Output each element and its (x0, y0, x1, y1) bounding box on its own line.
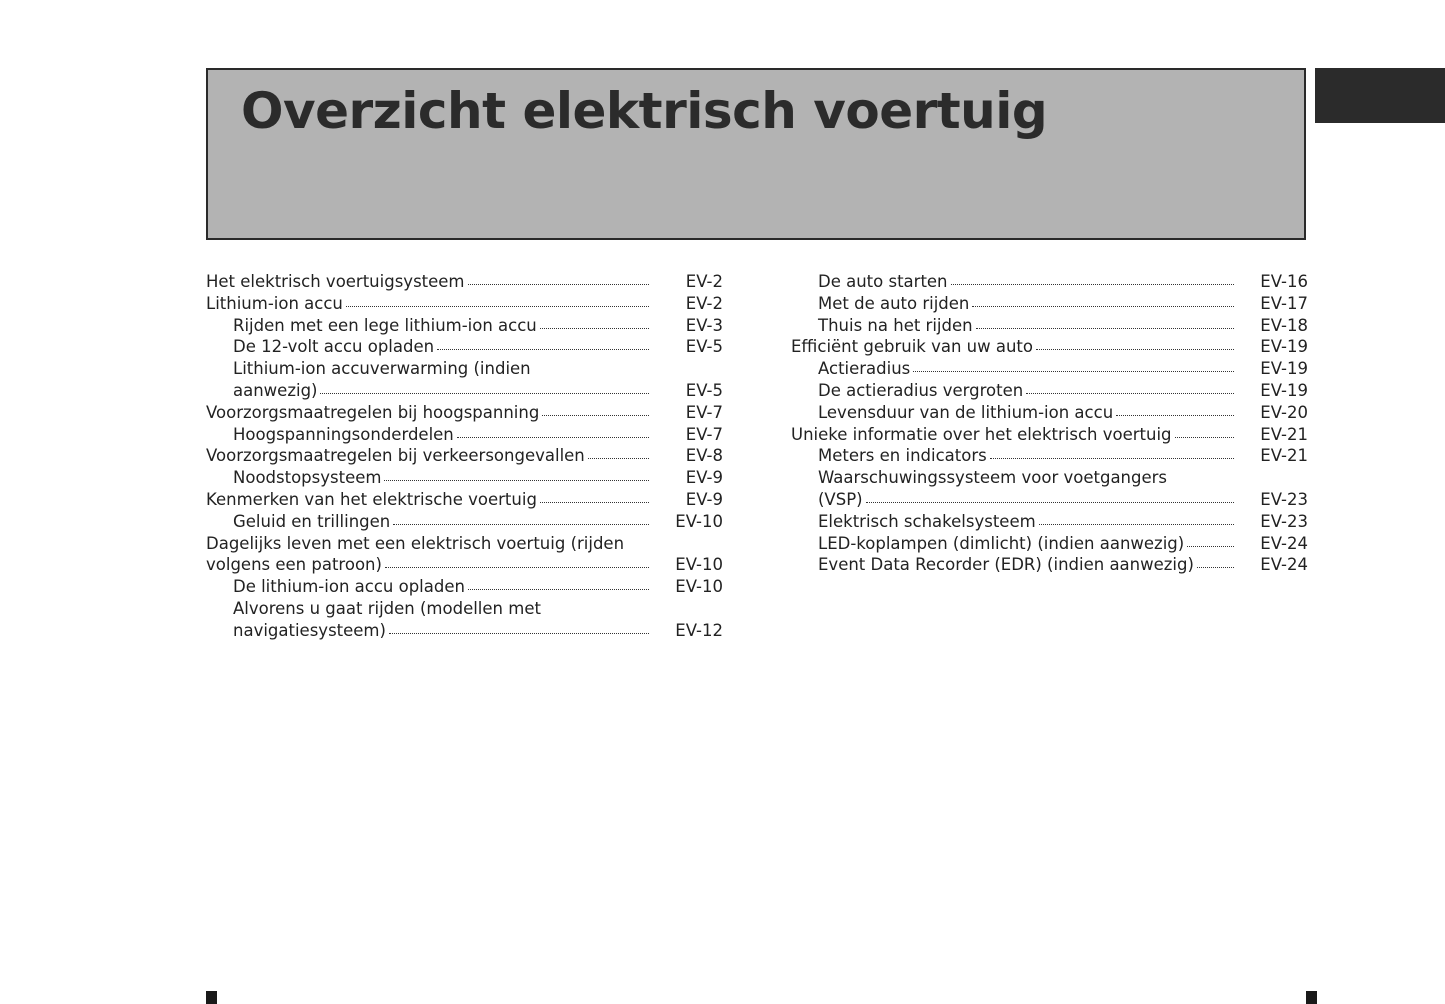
toc-entry-page: EV-21 (1260, 424, 1308, 444)
toc-entry-page: EV-19 (1260, 380, 1308, 400)
crop-mark-left (206, 991, 217, 1004)
toc-entry[interactable] (791, 554, 1308, 576)
toc-entry[interactable] (206, 315, 723, 337)
toc-dot-leader (468, 284, 649, 285)
toc-entry-title-line1: Alvorens u gaat rijden (modellen met (233, 598, 541, 618)
toc-entry-title: Rijden met een lege lithium-ion accu (233, 315, 537, 335)
toc-dot-leader (393, 524, 649, 525)
toc-entry-page: EV-10 (675, 555, 723, 575)
toc-entry-page: EV-17 (1260, 293, 1308, 313)
toc-entry-title: Noodstopsysteem (233, 468, 382, 488)
toc-dot-leader (866, 502, 1234, 503)
toc-entry-title: Thuis na het rijden (818, 315, 973, 335)
toc-entry-title-line1: Waarschuwingssysteem voor voetgangers (818, 468, 1168, 488)
toc-entry-title: De 12-volt accu opladen (233, 337, 435, 357)
toc-dot-leader (389, 633, 649, 634)
toc-entry-title: aanwezig) (233, 380, 318, 400)
toc-dot-leader (540, 502, 649, 503)
toc-dot-leader (1197, 567, 1234, 568)
toc-dot-leader (346, 306, 649, 307)
toc-entry-title: Actieradius (818, 359, 911, 379)
toc-entry-page: EV-23 (1260, 511, 1308, 531)
toc-entry[interactable] (206, 511, 723, 533)
toc-dot-leader (384, 480, 649, 481)
toc-entry-page: EV-7 (685, 402, 723, 422)
toc-entry-page: EV-5 (685, 380, 723, 400)
toc-entry-title: Kenmerken van het elektrische voertuig (206, 489, 537, 509)
toc-entry-title: De auto starten (818, 272, 948, 291)
toc-entry[interactable] (791, 445, 1308, 467)
toc-entry[interactable] (791, 336, 1308, 358)
toc-entry[interactable] (206, 358, 723, 402)
toc-dot-leader (972, 306, 1234, 307)
toc-dot-leader (437, 349, 649, 350)
toc-dot-leader (1039, 524, 1234, 525)
toc-entry-page: EV-9 (685, 468, 723, 488)
toc-entry-page: EV-20 (1260, 402, 1308, 422)
toc-entry[interactable] (791, 293, 1308, 315)
toc-entry-page: EV-24 (1260, 533, 1308, 553)
toc-entry[interactable] (791, 380, 1308, 402)
toc-entry[interactable] (791, 402, 1308, 424)
toc-entry-page: EV-10 (675, 511, 723, 531)
toc-entry-title: Event Data Recorder (EDR) (indien aanwezig) (818, 555, 1194, 575)
toc-entry-page: EV-24 (1260, 555, 1308, 575)
toc-entry-page: EV-9 (685, 489, 723, 509)
toc-entry-page: EV-10 (675, 577, 723, 597)
toc-entry-page: EV-7 (685, 424, 723, 444)
toc-dot-leader (1026, 393, 1234, 394)
toc-dot-leader (913, 371, 1234, 372)
toc-entry-title: Meters en indicators (818, 446, 987, 466)
toc-entry-title: De lithium-ion accu opladen (233, 577, 465, 597)
toc-entry[interactable] (206, 598, 723, 642)
chapter-title: Overzicht elektrisch voertuig (241, 82, 1048, 140)
toc-entry[interactable] (791, 511, 1308, 533)
toc-entry-title: Hoogspanningsonderdelen (233, 424, 454, 444)
toc-entry[interactable] (791, 315, 1308, 337)
toc-entry-title: Elektrisch schakelsysteem (818, 511, 1036, 531)
toc-dot-leader (976, 328, 1234, 329)
toc-entry-title: Voorzorgsmaatregelen bij verkeersongevallen (206, 446, 585, 466)
toc-column-right (791, 271, 1308, 576)
toc-entry[interactable] (206, 489, 723, 511)
toc-entry-title: volgens een patroon) (206, 555, 382, 575)
toc-entry[interactable] (791, 271, 1308, 293)
toc-column-left (206, 271, 723, 642)
toc-entry-page: EV-2 (685, 293, 723, 313)
toc-entry[interactable] (206, 445, 723, 467)
toc-dot-leader (1116, 415, 1234, 416)
toc-entry-page: EV-19 (1260, 337, 1308, 357)
toc-entry-page: EV-5 (685, 337, 723, 357)
toc-entry[interactable] (791, 533, 1308, 555)
toc-dot-leader (540, 328, 649, 329)
toc-entry-title: Het elektrisch voertuigsysteem (206, 272, 465, 291)
toc-dot-leader (468, 589, 649, 590)
toc-entry[interactable] (206, 467, 723, 489)
toc-entry[interactable] (206, 402, 723, 424)
toc-entry-page: EV-16 (1260, 272, 1308, 291)
toc-entry-title: Unieke informatie over het elektrisch voertuig (791, 424, 1172, 444)
toc-entry[interactable] (206, 533, 723, 577)
toc-dot-leader (1036, 349, 1234, 350)
toc-entry-title-line1: Lithium-ion accuverwarming (indien (233, 359, 531, 379)
toc-entry[interactable] (206, 293, 723, 315)
toc-entry-title-line1: Dagelijks leven met een elektrisch voertuig (rijden (206, 533, 625, 553)
toc-entry-title: Levensduur van de lithium-ion accu (818, 402, 1114, 422)
toc-entry-title: navigatiesysteem) (233, 620, 386, 640)
toc-dot-leader (457, 437, 649, 438)
toc-entry-title: LED-koplampen (dimlicht) (indien aanwezig) (818, 533, 1185, 553)
toc-entry[interactable] (206, 576, 723, 598)
toc-entry-page: EV-21 (1260, 446, 1308, 466)
toc-dot-leader (951, 284, 1234, 285)
toc-entry[interactable] (791, 424, 1308, 446)
chapter-header-box (206, 68, 1306, 240)
toc-entry-page: EV-19 (1260, 359, 1308, 379)
toc-entry-page: EV-2 (685, 272, 723, 291)
toc-entry-page: EV-18 (1260, 315, 1308, 335)
toc-entry-page: EV-8 (685, 446, 723, 466)
toc-entry-title: Voorzorgsmaatregelen bij hoogspanning (206, 402, 540, 422)
toc-dot-leader (320, 393, 649, 394)
toc-entry[interactable] (791, 467, 1308, 511)
toc-entry[interactable] (791, 358, 1308, 380)
toc-dot-leader (588, 458, 649, 459)
toc-dot-leader (542, 415, 649, 416)
toc-entry[interactable] (206, 424, 723, 446)
toc-entry-title: De actieradius vergroten (818, 380, 1024, 400)
toc-entry-title: Lithium-ion accu (206, 293, 343, 313)
toc-dot-leader (1175, 437, 1235, 438)
toc-entry-page: EV-23 (1260, 489, 1308, 509)
section-tab-marker (1315, 68, 1445, 123)
toc-entry-title: Geluid en trillingen (233, 511, 391, 531)
toc-entry-title: (VSP) (818, 489, 863, 509)
toc-entry[interactable] (206, 336, 723, 358)
toc-dot-leader (1187, 546, 1234, 547)
toc-dot-leader (385, 567, 649, 568)
crop-mark-right (1306, 991, 1317, 1004)
toc-entry-title: Met de auto rijden (818, 293, 970, 313)
toc-entry-page: EV-3 (685, 315, 723, 335)
toc-dot-leader (990, 458, 1234, 459)
toc-entry-page: EV-12 (675, 620, 723, 640)
toc-entry[interactable] (206, 271, 723, 293)
toc-entry-title: Efficiënt gebruik van uw auto (791, 337, 1033, 357)
